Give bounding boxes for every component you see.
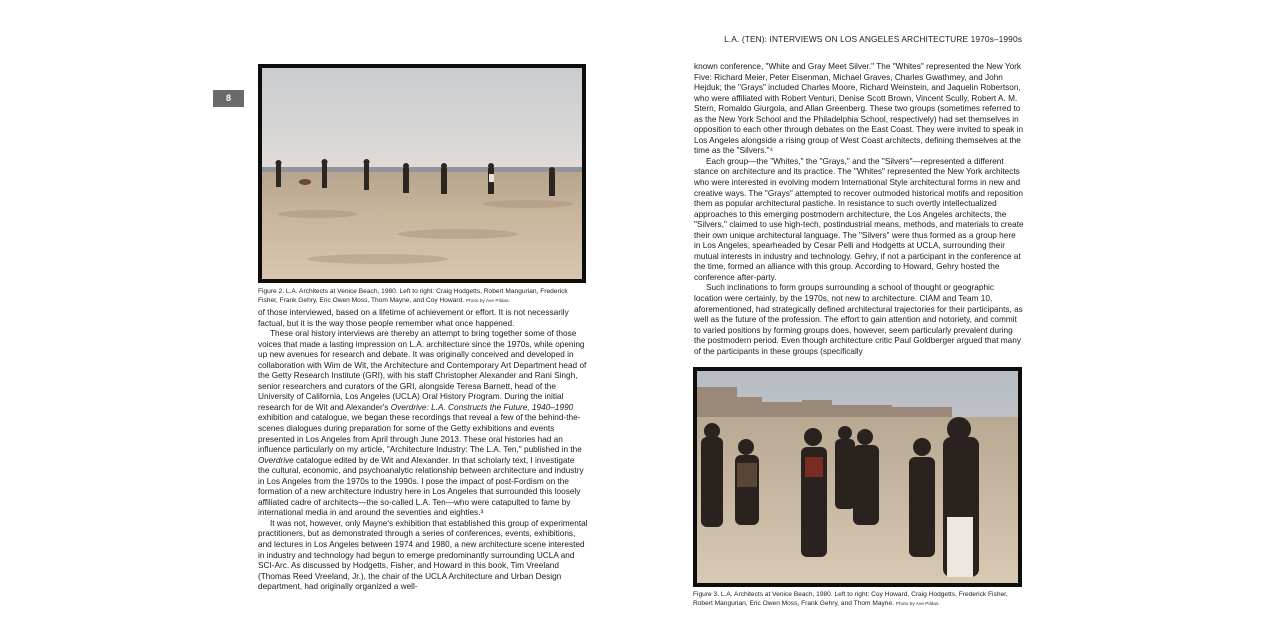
left-paragraph-2-part-a: These oral history interviews are thereby an attempt to bring together some of those voices that made a lasting impression on L.A. architecture since the 1970s, while opening up new avenues for research and debate. It was originally conceived and developed in collaboration with Wim de Wit, the Architecture and Contemporary Art Department head of the Getty Research Institute (GRI), with his staff Christopher Alexander and Rani Singh, senior researchers and curators of the GRI, alongside Teresa Barnett, head of the University of California, Los Angeles (UCLA) Oral History Program. During the initial research for de Wit and Alexander's [258,329,587,412]
figure-2-caption [258,287,588,306]
left-paragraph-2-part-c: catalogue edited by de Wit and Alexander. In that scholarly text, I investigate the cultural, economic, and psychoanalytic relationship between architecture and industry in Los Angeles from the 1970s to the 1990s. I pose the impact of post-Fordism on the formation of a new architecture industry here in Los Angeles that surrounded this loosely affiliated cadre of architects—the so-called L.A. Ten—who were catapulted to fame by international media in and around the seventies and eighties.³ [258,455,584,518]
beach-group-image [258,64,586,283]
left-paragraph-3: It was not, however, only Mayne's exhibition that established this group of experimental practitioners, but as demonstrated through a series of conferences, events, exhibitions, and lectures in Los Angeles between 1974 and 1980, a new architecture scene interested in industry and technology had begun to emerge predominantly surrounding UCLA and SCI-Arc. As discussed by Hodgetts, Fisher, and Howard in this book, Tim Vreeland (Thomas Reed Vreeland, Jr.), the chair of the UCLA Architecture and Urban Design department, had originally organized a well- [258,518,588,592]
beach-closeup-image [693,367,1022,587]
figure-3-credit: Photo by Ave Pildas. [895,602,940,608]
right-paragraph-2: Each group—the "Whites," the "Grays," and the "Silvers"—represented a different stance on architecture and its practice. The "Whites" represented the New York architects who were interested in evolving modern International Style architectural forms in new and creative ways. The "Grays" attempted to recover outmoded historical motifs and reposition them as popular architectural pastiche. In resistance to such overtly intellectualized approaches to this emerging postmodern architecture, the Los Angeles architects, the "Silvers," claimed to use high-tech, postindustrial means, methods, and materials to create their own unique architectural language. The "Silvers" were thus formed as a group here in Los Angeles, spearheaded by Cesar Pelli and Hodgetts at UCLA, surrounding their mutual interests in industry and technology. Gehry, if not a participant in the conference at the time, formed an alliance with this group. According to Howard, Gehry hosted the conference after-party. [694,156,1024,282]
left-paragraph-2-part-b: exhibition and catalogue, we began these recordings that reveal a few of the behind-the-scenes dialogues during preparation for some of the Getty exhibitions and events presented in Los Angeles from April through June 2013. These oral histories had an influence particularly on my article, "Architecture Industry: The L.A. Ten," published in the [258,413,582,455]
figure-3-caption-text: Figure 3. L.A. Architects at Venice Beach, 1980. Left to right: Coy Howard, Craig Hodgetts, Frederick Fisher, Robert Mangurian, Eric Owen Moss, Frank Gehry, and Thom Mayne. [693,591,1008,608]
figure-2-credit: Photo by Ave Pildas. [465,299,510,305]
running-head: L.A. (TEN): INTERVIEWS ON LOS ANGELES ARCHITECTURE 1970s–1990s [724,34,1022,44]
right-paragraph-1: known conference, "White and Gray Meet Silver." The "Whites" represented the New York Five: Richard Meier, Peter Eisenman, Michael Graves, Charles Gwathmey, and John Hejduk; the "Grays" included Charles Moore, Richard Weinstein, and Jaquelin Robertson, who were affiliated with Robert Venturi, Denise Scott Brown, Vincent Scully, Robert A. M. Stern, Romaldo Giurgola, and Allan Greenberg. These two groups (sometimes referred to as the New York School and the Philadelphia School, respectively) had set themselves in opposition to each other through debates on the East Coast. They were invited to speak in Los Angeles alongside a rising group of West Coast architects, defining themselves at the time as the "Silvers."⁴ [694,62,1024,156]
figure-3-caption [693,590,1025,609]
figure-3-photo [693,367,1022,587]
figure-2-caption-text: Figure 2. L.A. Architects at Venice Beach, 1980. Left to right: Craig Hodgetts, Robert Mangurian, Frederick Fisher, Frank Gehry, Eric Owen Moss, Thom Mayne, and Coy Howard. [258,288,568,305]
figure-2-photo [258,64,586,283]
overdrive-title-italic: Overdrive: L.A. Constructs the Future, 1940–1990 [390,402,574,412]
right-text-column [694,62,1024,362]
overdrive-italic: Overdrive [258,455,294,465]
page-number: 8 [213,90,244,107]
right-paragraph-3: Such inclinations to form groups surrounding a school of thought or geographic location were certainly, by the 1970s, not new to architecture. CIAM and Team 10, aforementioned, had strategically defined architectural trajectories for their participants, as well as the future of the profession. The effort to gain attention and notoriety, and commit to varied positions by forming groups does, however, seem particularly prevalent during the postmodern period. Even though architecture critic Paul Goldberger argued that many of the participants in these groups (specifically [694,283,1023,356]
left-paragraph-2 [258,329,588,519]
left-text-column [258,308,588,610]
left-paragraph-1: of those interviewed, based on a lifetime of achievement or effort. It is not necessarily factual, but it is the way those people remember what once happened. [258,308,569,328]
